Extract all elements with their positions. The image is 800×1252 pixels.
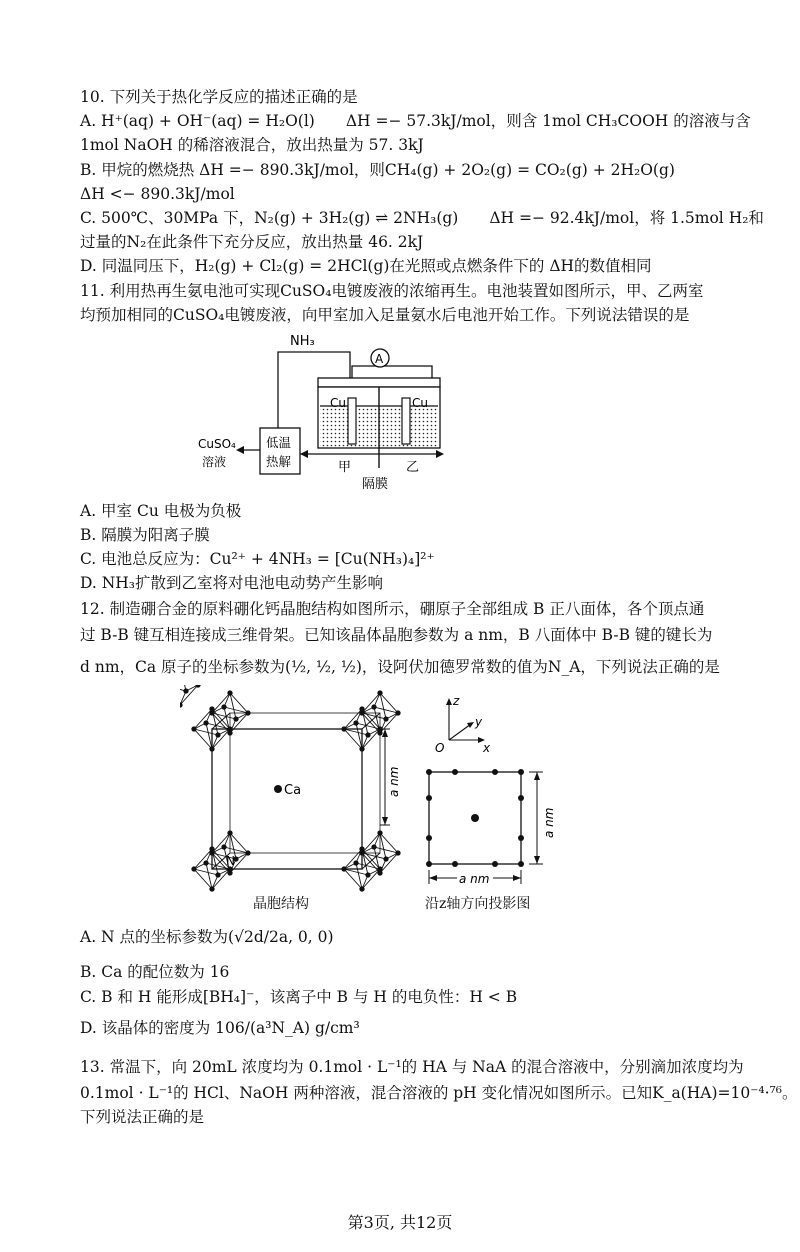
label-anm-bottom: a nm: [459, 872, 490, 886]
q10-option-b-line2: ΔH <− 890.3kJ/mol: [80, 185, 235, 203]
label-anm-right: a nm: [542, 807, 556, 838]
label-z: z: [453, 694, 460, 708]
q10-stem: 10. 下列关于热化学反应的描述正确的是: [80, 88, 358, 106]
label-solution: 溶液: [202, 455, 227, 469]
q12-stem-line1: 12. 制造硼合金的原料硼化钙晶胞结构如图所示，硼原子全部组成 B 正八面体，各个顶点通: [80, 600, 705, 618]
cu-electrode-right: [402, 398, 410, 444]
battery-diagram: [190, 328, 460, 493]
q11-option-c: C. 电池总反应为：Cu²⁺ + 4NH₃ = [Cu(NH₃)₄]²⁺: [80, 550, 435, 568]
label-cuso4: CuSO₄: [198, 437, 236, 451]
label-nh3: NH₃: [290, 334, 315, 349]
center-atom: [471, 814, 479, 822]
label-ca: Ca: [284, 783, 302, 798]
q11-option-a: A. 甲室 Cu 电极为负极: [80, 502, 242, 520]
crystal-cell-diagram: [180, 685, 410, 915]
label-box2: 热解: [266, 454, 292, 469]
q12-option-c: C. B 和 H 能形成[BH₄]⁻，该离子中 B 与 H 的电负性：H < B: [80, 988, 518, 1006]
label-y: y: [475, 715, 483, 729]
q10-option-d: D. 同温同压下，H₂(g) + Cl₂(g) = 2HCl(g)在光照或点燃条件下的 ΔH的数值相同: [80, 257, 652, 275]
label-jia: 甲: [338, 460, 352, 475]
q12-option-d: D. 该晶体的密度为 106/(a³N_A) g/cm³: [80, 1019, 360, 1037]
q13-line2: 0.1mol · L⁻¹的 HCl、NaOH 两种溶液，混合溶液的 pH 变化情况如图所示。已知K_a(HA)=10⁻⁴·⁷⁶。: [80, 1084, 798, 1102]
label-membrane: 隔膜: [362, 477, 389, 492]
label-x: x: [483, 741, 491, 755]
caption-crystal-cell: 晶胞结构: [253, 896, 309, 912]
label-cu-left: Cu: [330, 396, 346, 410]
q10-option-a-line1: A. H⁺(aq) + OH⁻(aq) = H₂O(l) ΔH =− 57.3kJ/mol，则含 1mol CH₃COOH 的溶液与含: [80, 112, 751, 130]
q12-stem-line3: d nm，Ca 原子的坐标参数为(½, ½, ½)，设阿伏加德罗常数的值为N_A，下列说法正确的是: [80, 658, 720, 676]
q11-stem-line2: 均预加相同的CuSO₄电镀废液，向甲室加入足量氨水后电池开始工作。下列说法错误的是: [80, 306, 690, 324]
page-footer: 第3页, 共12页: [347, 1213, 453, 1232]
q10-option-c-line1: C. 500℃、30MPa 下，N₂(g) + 3H₂(g) ⇌ 2NH₃(g) ΔH =− 92.4kJ/mol，将 1.5mol H₂和: [80, 209, 764, 227]
label-n: N: [226, 854, 235, 868]
q10-option-b-line1: B. 甲烷的燃烧热 ΔH =− 890.3kJ/mol，则CH₄(g) + 2O₂(g) = CO₂(g) + 2H₂O(g): [80, 161, 675, 179]
q10-option-c-line2: 过量的N₂在此条件下充分反应，放出热量 46. 2kJ: [80, 233, 424, 251]
q13-line3: 下列说法正确的是: [80, 1108, 205, 1126]
label-anm-vertical: a nm: [387, 766, 401, 797]
q11-option-d: D. NH₃扩散到乙室将对电池电动势产生影响: [80, 574, 384, 592]
label-box1: 低温: [266, 435, 292, 450]
label-ammeter: A: [375, 352, 384, 366]
q12-option-b: B. Ca 的配位数为 16: [80, 963, 230, 981]
q10-option-a-line2: 1mol NaOH 的稀溶液混合，放出热量为 57. 3kJ: [80, 136, 424, 154]
q12-option-a: A. N 点的坐标参数为(√2d/2a, 0, 0): [80, 928, 334, 946]
projection-diagram: [425, 692, 565, 897]
label-o: O: [435, 741, 445, 755]
q12-stem-line2: 过 B-B 键互相连接成三维骨架。已知该晶体晶胞参数为 a nm，B 八面体中 B-B 键的键长为: [80, 626, 713, 644]
q13-line1: 13. 常温下，向 20mL 浓度均为 0.1mol · L⁻¹的 HA 与 NaA 的混合溶液中，分别滴加浓度均为: [80, 1058, 744, 1076]
label-cu-right: Cu: [412, 396, 428, 410]
caption-projection: 沿z轴方向投影图: [425, 896, 531, 912]
label-yi: 乙: [406, 460, 420, 475]
cu-electrode-left: [348, 398, 356, 444]
ca-atom: [274, 785, 282, 793]
q11-option-b: B. 隔膜为阳离子膜: [80, 526, 210, 544]
q11-stem-line1: 11. 利用热再生氨电池可实现CuSO₄电镀废液的浓缩再生。电池装置如图所示，甲、乙两室: [80, 282, 704, 300]
